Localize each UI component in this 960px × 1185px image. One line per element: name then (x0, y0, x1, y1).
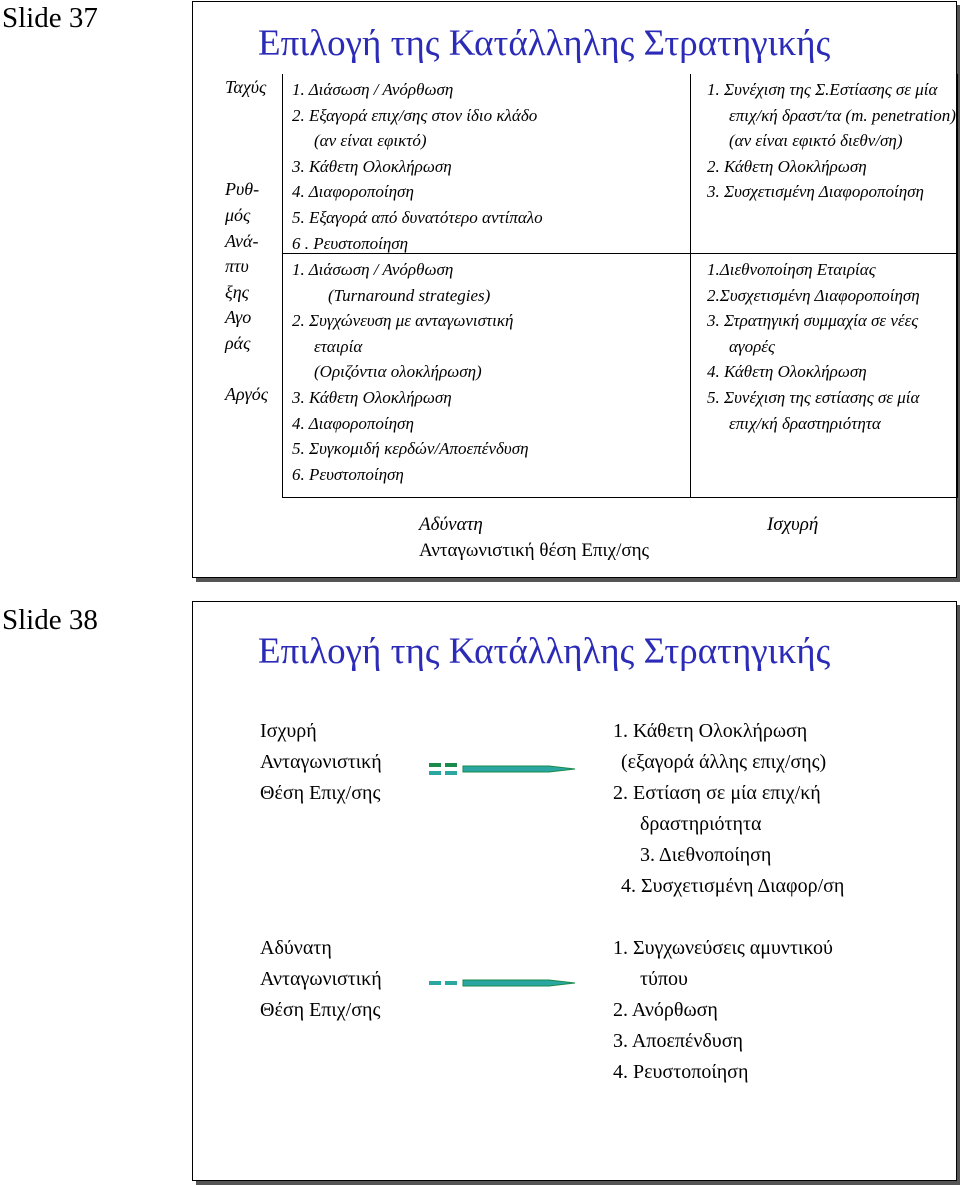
row-label (225, 152, 268, 178)
weak-position-strategies (613, 933, 833, 1088)
strategy-item: 3. Κάθετη Ολοκλήρωση (292, 156, 452, 176)
strategy-item: (εξαγορά άλλης επιχ/σης) (621, 751, 827, 773)
arrow-right-icon (429, 974, 579, 994)
axis-label-strong: Ισχυρή (767, 514, 819, 535)
row-label: ξης (225, 281, 249, 302)
strategy-item: δραστηριότητα (640, 813, 762, 835)
strategy-item: 1. Συνέχιση της Σ.Εστίασης σε μία (707, 80, 938, 99)
strategy-item: 3. Συσχετισμένη Διαφοροποίηση (707, 182, 924, 202)
slide-37-title: Επιλογή της Κατάλληλης Στρατηγικής (258, 23, 831, 64)
strategy-item: (Turnaround strategies) (328, 285, 491, 305)
position-line: Ισχυρή (260, 720, 317, 742)
axis-label-weak: Αδύνατη (419, 514, 483, 535)
strategy-item: 1. Κάθετη Ολοκλήρωση (613, 720, 808, 742)
strategy-item: 4. Κάθετη Ολοκλήρωση (707, 362, 867, 382)
strategy-item: 5. Εξαγορά από δυνατότερο αντίπαλο (292, 207, 543, 227)
strategy-item: 2. Εστίαση σε μία επιχ/κή (613, 782, 821, 804)
row-label: Αγο (225, 307, 252, 328)
strategy-matrix (282, 74, 958, 498)
position-line: Ανταγωνιστική (260, 968, 382, 990)
strategy-item: επιχ/κή δραστηριότητα (729, 413, 881, 433)
strategy-item: (αν είναι εφικτό διεθν/ση) (729, 131, 903, 151)
matrix-border (282, 497, 958, 498)
weak-position-label (260, 933, 382, 1026)
strategy-item: 3. Κάθετη Ολοκλήρωση (292, 387, 452, 407)
strategy-item: 6. Ρευστοποίηση (292, 464, 404, 484)
strategy-item: 4. Ρευστοποίηση (613, 1061, 749, 1083)
strategy-item: 4. Συσχετισμένη Διαφορ/ση (621, 875, 845, 897)
market-growth-axis (225, 75, 268, 408)
quadrant-bottom-left (292, 257, 529, 487)
matrix-divider-vertical (690, 74, 691, 498)
strategy-item: εταιρία (314, 336, 363, 356)
matrix-border (282, 74, 283, 498)
strategy-item: 2.Συσχετισμένη Διαφοροποίηση (707, 285, 920, 305)
row-label (225, 357, 268, 383)
row-label (225, 101, 268, 127)
slide-37 (192, 1, 957, 578)
strategy-item: 5. Συνέχιση της εστίασης σε μία (707, 387, 920, 407)
position-line: Αδύνατη (260, 937, 332, 959)
slide-38-title: Επιλογή της Κατάλληλης Στρατηγικής (258, 631, 831, 672)
strategy-item: 4. Διαφοροποίηση (292, 182, 414, 202)
position-line: Θέση Επιχ/σης (260, 782, 381, 804)
row-label: Ανά- (225, 230, 259, 251)
slide-37-label: Slide 37 (2, 2, 98, 34)
position-line: Ανταγωνιστική (260, 751, 382, 773)
strong-position-strategies (613, 716, 844, 902)
position-line: Θέση Επιχ/σης (260, 999, 381, 1021)
quadrant-top-left (292, 77, 543, 256)
matrix-border (957, 74, 958, 498)
slide-38 (192, 601, 957, 1181)
strategy-item: 2. Συγχώνευση με ανταγωνιστική (292, 311, 514, 331)
strategy-item: 6 . Ρευστοποίηση (292, 233, 409, 253)
strategy-item: αγορές (729, 336, 775, 356)
strategy-item: 1. Διάσωση / Ανόρθωση (292, 80, 454, 99)
strategy-item: 3. Αποεπένδυση (613, 1030, 743, 1052)
strategy-item: 2. Κάθετη Ολοκλήρωση (707, 156, 867, 176)
strategy-item: (αν είναι εφικτό) (314, 131, 427, 151)
row-label: Ρυθ- (225, 179, 260, 200)
strategy-item: 1.Διεθνοποίηση Εταιρίας (707, 260, 876, 279)
row-label: πτυ (225, 256, 249, 277)
strategy-item: 1. Διάσωση / Ανόρθωση (292, 260, 454, 279)
strategy-item: 2. Εξαγορά επιχ/σης στον ίδιο κλάδο (292, 105, 538, 125)
quadrant-bottom-right (707, 257, 920, 436)
row-label (225, 126, 268, 152)
row-label: Αργός (225, 384, 269, 405)
row-label: Ταχύς (225, 77, 267, 97)
arrow-right-icon (429, 759, 579, 783)
strategy-item: 3. Διεθνοποίηση (640, 844, 772, 866)
strategy-item: τύπου (640, 968, 688, 990)
strategy-item: 5. Συγκομιδή κερδών/Αποεπένδυση (292, 439, 529, 459)
slide-38-label: Slide 38 (2, 604, 98, 636)
strategy-item: 1. Συγχωνεύσεις αμυντικού (613, 937, 833, 959)
axis-title: Ανταγωνιστική θέση Επιχ/σης (419, 540, 650, 561)
strategy-item: 2. Ανόρθωση (613, 999, 718, 1021)
row-label: μός (225, 204, 251, 225)
strategy-item: 4. Διαφοροποίηση (292, 413, 414, 433)
strategy-item: επιχ/κή δραστ/τα (m. penetration) (729, 105, 956, 125)
strategy-item: (Οριζόντια ολοκλήρωση) (314, 362, 482, 382)
row-label: ράς (225, 332, 251, 353)
strong-position-label (260, 716, 382, 809)
quadrant-top-right (707, 77, 956, 205)
strategy-item: 3. Στρατηγική συμμαχία σε νέες (707, 311, 919, 331)
